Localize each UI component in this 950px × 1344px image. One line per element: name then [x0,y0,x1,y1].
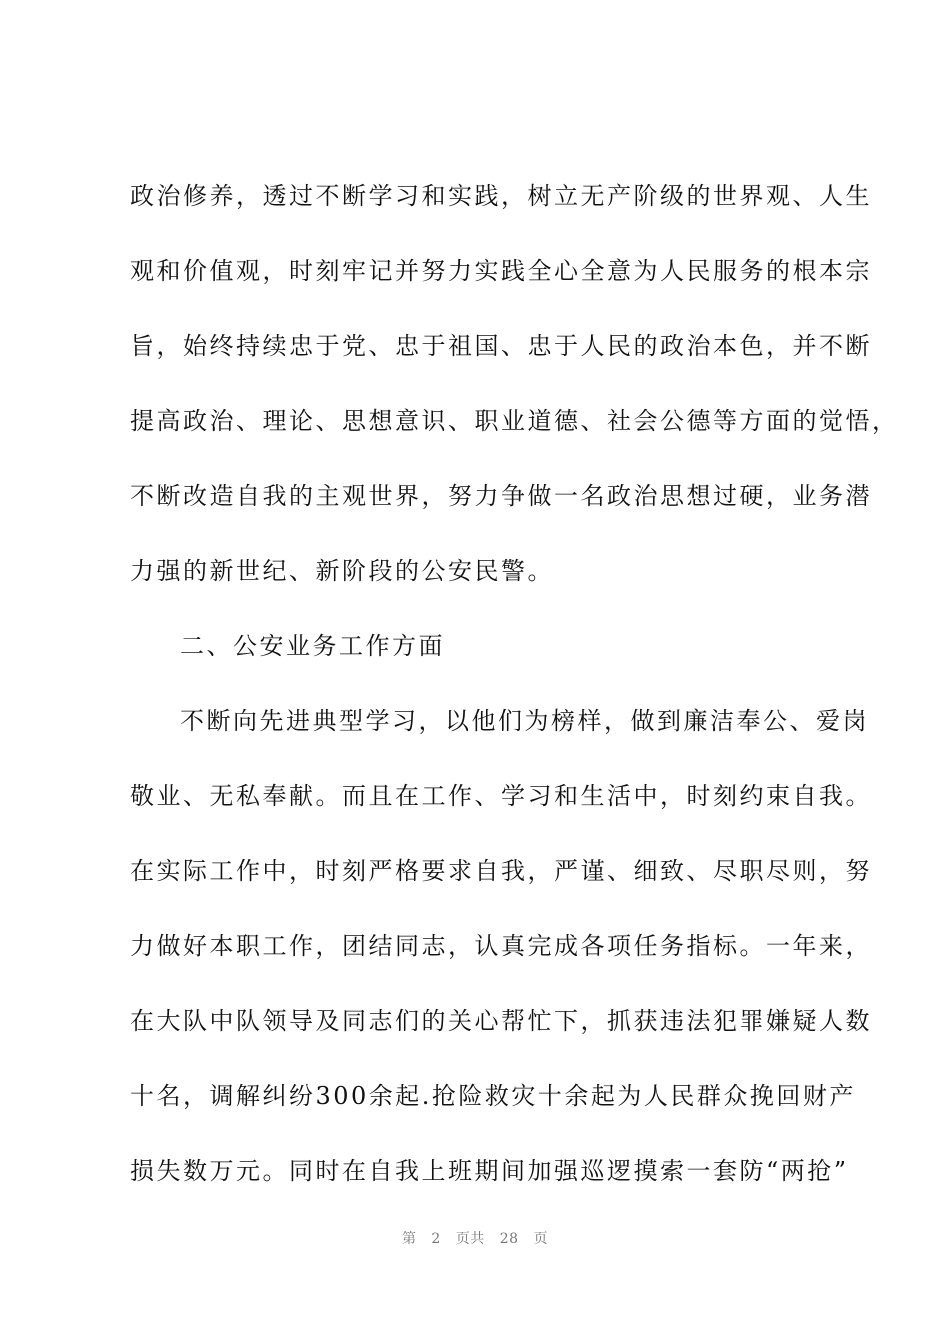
text-line: 提高政治、理论、思想意识、职业道德、社会公德等方面的觉悟， [130,407,899,435]
text-line: 不断向先进典型学习，以他们为榜样，做到廉洁奉公、爱岗 [180,707,869,735]
text-line: 观和价值观，时刻牢记并努力实践全心全意为人民服务的根本宗 [130,257,872,285]
text-line: 在实际工作中，时刻严格要求自我，严谨、细致、尽职尽则，努 [130,857,872,885]
text-line: 在大队中队领导及同志们的关心帮忙下，抓获违法犯罪嫌疑人数 [130,1007,872,1035]
text-line: 十名，调解纠纷300余起.抢险救灾十余起为人民群众挽回财产 [130,1082,856,1110]
page-number-footer: 第 2 页共 28 页 [401,1231,549,1247]
text-line: 损失数万元。同时在自我上班期间加强巡逻摸索一套防“两抢” [130,1157,849,1185]
text-line: 旨，始终持续忠于党、忠于祖国、忠于人民的政治本色，并不断 [130,332,872,360]
text-line: 敬业、无私奉献。而且在工作、学习和生活中，时刻约束自我。 [130,782,872,810]
text-line: 力做好本职工作，团结同志，认真完成各项任务指标。一年来， [130,932,872,960]
text-line: 不断改造自我的主观世界，努力争做一名政治思想过硬，业务潜 [130,482,872,510]
text-line: 力强的新世纪、新阶段的公安民警。 [130,557,554,585]
text-line: 政治修养，透过不断学习和实践，树立无产阶级的世界观、人生 [130,182,872,210]
section-heading: 二、公安业务工作方面 [180,632,445,660]
